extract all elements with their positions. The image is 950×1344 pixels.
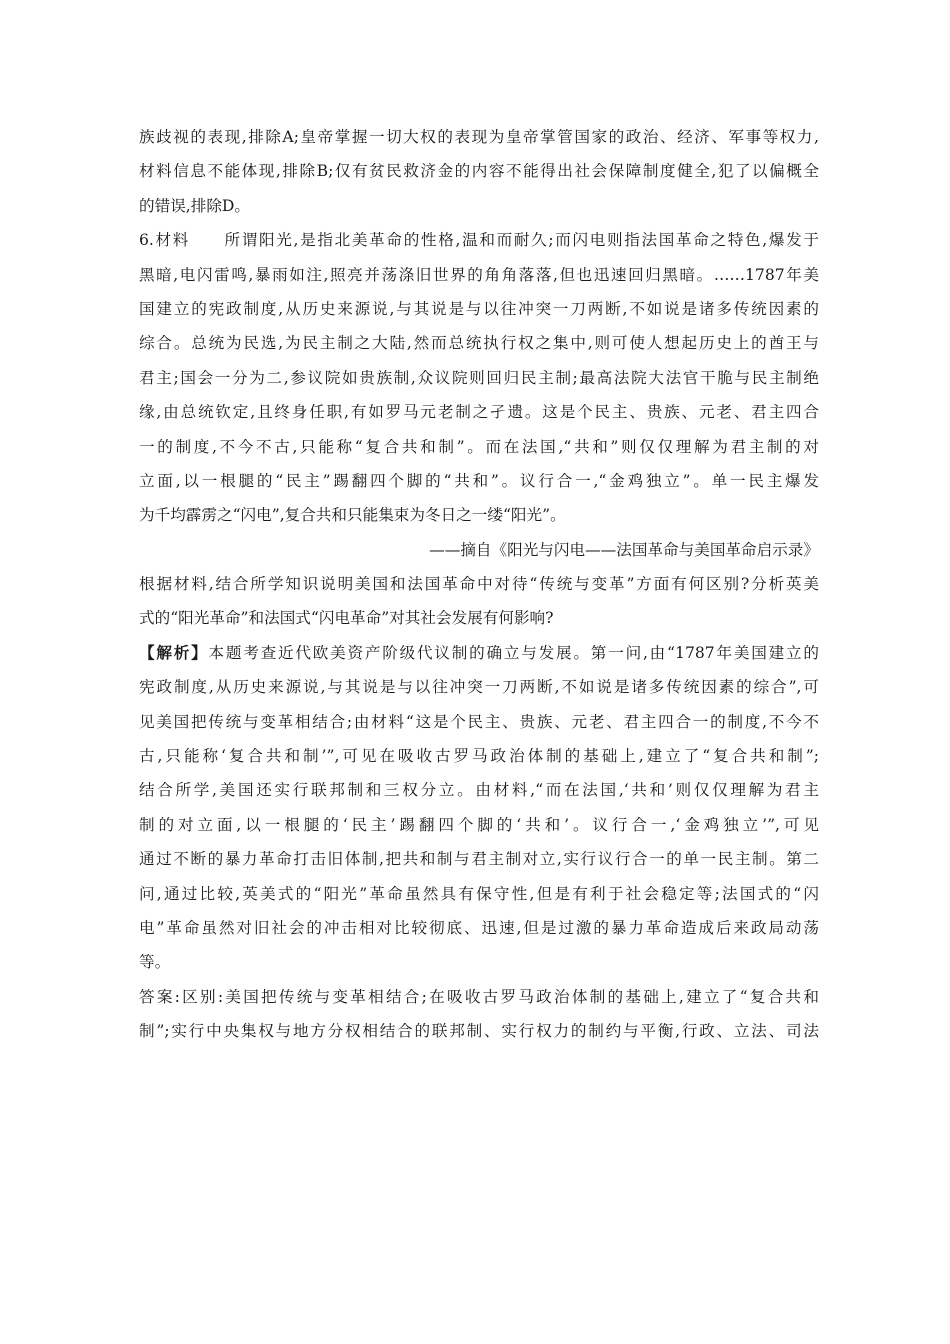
answer-line: 制”;实行中央集权与地方分权相结合的联邦制、实行权力的制约与平衡,行政、立法、司法 bbox=[139, 1022, 819, 1041]
analysis-text: 本题考查近代欧美资产阶级代议制的确立与发展。第一问,由“1787年美国建立的 bbox=[208, 643, 819, 662]
material-line: 君主;国会一分为二,参议院如贵族制,众议院则回归民主制;最高法院大法官干脆与民主制绝 bbox=[139, 368, 819, 387]
material-line: 为千均霹雳之“闪电”,复合共和只能集束为冬日之一缕“阳光”。 bbox=[139, 506, 566, 525]
analysis-line: 等。 bbox=[139, 953, 171, 972]
question-line: 式的“阳光革命”和法国式“闪电革命”对其社会发展有何影响? bbox=[139, 609, 554, 628]
analysis-line: 结合所学,美国还实行联邦制和三权分立。由材料,“而在法国,‘共和’则仅仅理解为君主 bbox=[139, 781, 819, 800]
material-line: 立面,以一根腿的“民主”踢翻四个脚的“共和”。议行合一,“金鸡独立”。单一民主爆发 bbox=[139, 471, 819, 490]
analysis-line: 古,只能称‘复合共和制’”,可见在吸收古罗马政治体制的基础上,建立了“复合共和制”; bbox=[139, 747, 819, 766]
source-citation: ——摘自《阳光与闪电——法国革命与美国革命启示录》 bbox=[429, 540, 819, 559]
analysis-line: 电”革命虽然对旧社会的冲击相对比较彻底、迅速,但是过激的暴力革命造成后来政局动荡 bbox=[139, 918, 819, 937]
text-line: 材料信息不能体现,排除B;仅有贫民救济金的内容不能得出社会保障制度健全,犯了以偏概全 bbox=[139, 162, 819, 181]
material-line: 一的制度,不今不古,只能称“复合共和制”。而在法国,“共和”则仅仅理解为君主制的对 bbox=[139, 437, 819, 456]
material-line: 缘,由总统钦定,且终身任职,有如罗马元老制之孑遗。这是个民主、贵族、元老、君主四合 bbox=[139, 403, 819, 422]
material-line: 综合。总统为民选,为民主制之大陆,然而总统执行权之集中,则可使人想起历史上的酋王与 bbox=[139, 334, 819, 353]
analysis-line: 问,通过比较,英美式的“阳光”革命虽然具有保守性,但是有利于社会稳定等;法国式的“闪 bbox=[139, 884, 819, 903]
analysis-label: 【解析】 bbox=[139, 642, 209, 662]
analysis-line: 宪政制度,从历史来源说,与其说是与以往冲突一刀两断,不如说是诸多传统因素的综合”,可 bbox=[139, 678, 819, 697]
question-line: 根据材料,结合所学知识说明美国和法国革命中对待“传统与变革”方面有何区别?分析英美 bbox=[139, 575, 819, 594]
analysis-line: 制的对立面,以一根腿的‘民主’踢翻四个脚的‘共和’。议行合一,‘金鸡独立’”,可见 bbox=[139, 815, 819, 834]
text-line: 的错误,排除D。 bbox=[139, 196, 251, 215]
analysis-line: 通过不断的暴力革命打击旧体制,把共和制与君主制对立,实行议行合一的单一民主制。第二 bbox=[139, 850, 819, 869]
answer-line: 答案:区别:美国把传统与变革相结合;在吸收古罗马政治体制的基础上,建立了“复合共和 bbox=[139, 987, 819, 1006]
analysis-line: 见美国把传统与变革相结合;由材料“这是个民主、贵族、元老、君主四合一的制度,不今不 bbox=[139, 712, 819, 731]
document-body bbox=[139, 120, 819, 1049]
analysis-line bbox=[139, 636, 819, 670]
material-line: 国建立的宪政制度,从历史来源说,与其说是与以往冲突一刀两断,不如说是诸多传统因素的 bbox=[139, 299, 819, 318]
text-line: 族歧视的表现,排除A;皇帝掌握一切大权的表现为皇帝掌管国家的政治、经济、军事等权力, bbox=[139, 128, 819, 146]
material-line: 黑暗,电闪雷鸣,暴雨如注,照亮并荡涤旧世界的角角落落,但也迅速回归黑暗。……1787年美 bbox=[139, 265, 819, 284]
material-line: 6.材料 所谓阳光,是指北美革命的性格,温和而耐久;而闪电则指法国革命之特色,爆发于 bbox=[139, 231, 819, 250]
